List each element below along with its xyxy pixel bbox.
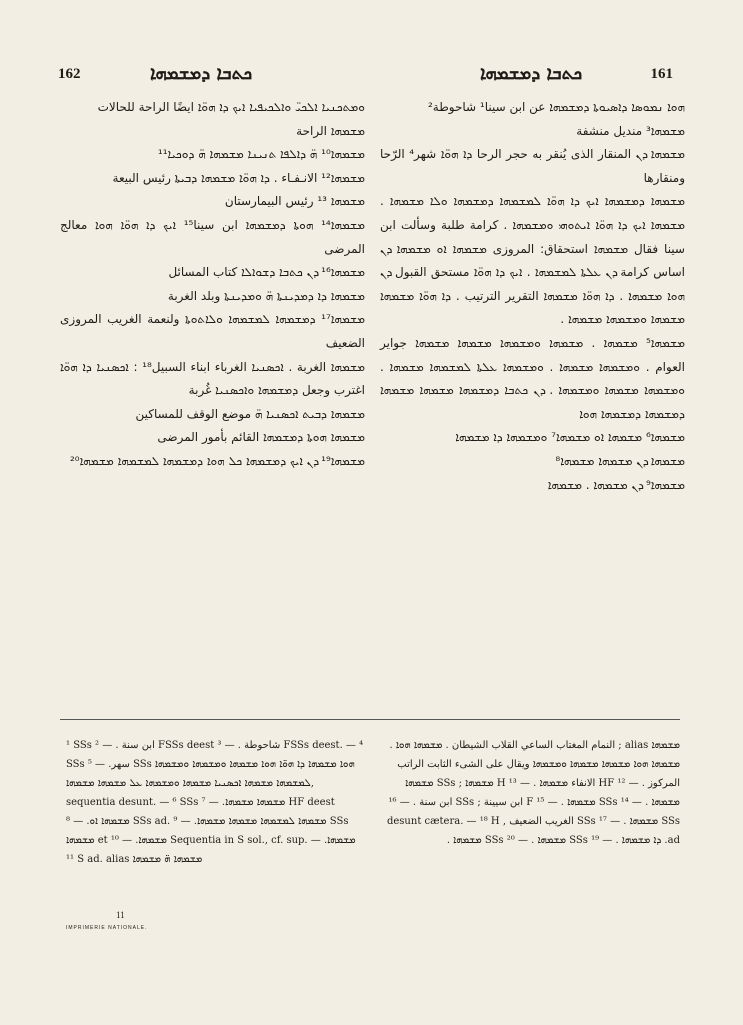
- running-head-left: ܟܬܒܐ ܕܡܫܡܗܐ: [150, 63, 253, 84]
- entry: ܡܫܡܗܐ ܕܡܫܡܗܐ ܐܝܟ ܕܐ ܗܘ̈ܐ ܠܡܫܡܗܐ ܕܡܫܡܗܐ ܘܠܐ ܡܫܡܗܐ . ܡܫܡܗܐ ܐܝܟ ܕܐ ܗܘ̈ܐ ܐܝܬܘܗܝ ܘܡܫܡܗܐ . كرامة طلبة وسألت ابن سينا فقال ܡܫܡܗܐ استحقاق: المروزى ܡܫܡܗܐ ܐܘ ܡܫܡܗܐ ܕܢ اساس كرامة ܕܢ ܥܠܬܐ ܠܡܫܡܗܐ . ܐܝܟ ܕܐ ܗܘ̈ܐ مستحق القبول ܕܢ ܗܘܐ ܡܫܡܗܐ . ܕܐ ܗܘ̈ܐ ܡܫܡܗܐ التقرير الترتيب . ܕܐ ܗܘ̈ܐ ܡܫܡܗܐ ܡܫܡܗܐ ܘܡܫܡܗܐ ܡܫܡܗܐ .: [380, 194, 685, 327]
- page-number-right: 161: [650, 66, 673, 82]
- entry: ܡܫܡܗܐ ܕܐ ܕܡܕܝܢܬܐ ܗ̈ ܘܡܕܝܢܬܐ وبلد الغربة: [167, 288, 365, 303]
- entry: ܡܫܡܗܐ¹⁴ ܗܘܬܐ ܕܡܫܡܗܐ ابن سينا¹⁵ ܐܝܟ ܕܐ ܗܘ̈ܐ ܗܘܐ معالج المرضى: [60, 217, 365, 256]
- entry: ܘܡܬܟܢܝܐ ܐܠܟܝ̈ ܘܐܠܟܝܦܝܐ ܐܝܟ ܕܐ ܗܘ̈ܐ ايضًا الراحة للحالات: [97, 100, 365, 114]
- left-text-column: [60, 96, 365, 474]
- entry: ܗܘܐ ܢܡܘܣܐ ܕܐܣܝܘܬܐ ܕܡܫܡܗܐ عن ابن سينا¹ شاحوطة²: [427, 100, 685, 114]
- page-number-left: 162: [58, 66, 81, 82]
- right-text-column: [380, 96, 685, 497]
- entry: ܡܫܡܗܐ³ منديل منشفة: [576, 123, 685, 138]
- entry: ܡܫܡܗܐ¹⁹ ܕܢ ܐܝܟ ܕܡܫܡܗܐ ܟܠ ܗܘܐ ܕܡܫܡܗܐ ܠܡܫܡܗܐ ܡܫܡܗܐ²⁰: [69, 453, 365, 468]
- entry: ܡܫܡܗܐ الراحة: [296, 123, 365, 138]
- entry: ܡܫܡܗܐ⁶ ܡܫܡܗܐ ܐܘ ܡܫܡܗܐ⁷ ܘܡܫܡܗܐ ܕܐ ܡܫܡܗܐ: [455, 430, 685, 445]
- entry: ܡܫܡܗܐ¹² الانـفـاء . ܕܐ ܗܘ̈ܐ ܡܫܡܗܐ ܕܒܝܬܐ رئيس البيعة: [112, 170, 365, 185]
- footnote-rule: [60, 719, 680, 720]
- entry: ܡܫܡܗܐ ܕܒܝܬ ܐܟܣܢܝܐ ܗ̈ موضع الوقف للمساكين: [135, 406, 365, 421]
- entry: ܡܫܡܗܐ ¹³ رئيس البيمارستان: [224, 194, 365, 209]
- entry: ܡܫܡܗܐ ܕܢ ܡܫܡܗܐ ܡܫܡܗܐ⁸: [555, 453, 685, 468]
- entry: ܡܫܡܗܐ¹⁶ ܕܢ ܟܬܒܐ ܕܫܘܐܠܐ كتاب المسائل: [168, 265, 365, 280]
- entry: ܡܫܡܗܐ⁵ ܡܫܡܗܐ . ܡܫܡܗܐ ܘܡܫܡܗܐ ܡܫܡܗܐ ܡܫܡܗܐ جواير العوام . ܘܡܫܡܗܐ ܡܫܡܗܐ . ܘܡܫܡܗܐ ܥܠܬܐ ܠܡܫܡܗܐ ܡܫܡܗܐ . ܘܡܫܡܗܐ ܡܫܡܗܐ ܘܡܫܡܗܐ . ܕܢ ܟܬܒܐ ܕܡܫܡܗܐ ܡܫܡܗܐ ܡܫܡܗܐ ܕܡܫܡܗܐ ܕܡܫܡܗܐ ܗܘܐ: [380, 335, 685, 421]
- footnotes-right: ܡܫܡܗܐ alias ; النمام المغتاب الساعي القلاب الشيطان . ܡܫܡܗܐ ܗܘܐ . ܡܫܡܗܐ ܗܘܐ ܡܫܡܗܐ ܡܫܡܗܐ ܘܡܫܡܗܐ ويقال على الشىء الثابت الراتب المركوز . — ¹² HF الانفاء ܡܫܡܗܐ . — ¹³ H ܡܫܡܗܐ ; SSs ܡܫܡܗܐ ܡܫܡܗܐ . — ¹⁴ SSs ܡܫܡܗܐ . — ¹⁵ F ابن سيينة ; SSs ابن سنة . — ¹⁶ SSs ܡܫܡܗܐ . — ¹⁷ SSs الغريب الضعيف , desunt cætera. — ¹⁸ H ad. ܕܐ ܡܫܡܗܐ . — ¹⁹ SSs ܡܫܡܗܐ . — ²⁰ SSs ܡܫܡܗܐ .: [386, 740, 680, 846]
- entry: ܡܫܡܗܐ¹⁰ ܗ̈ ܕܐܠܦܐ ܬܢܝܢܐ ܡܫܡܗܐ ܗ̈ ܕܘܟܝܐ¹¹: [157, 147, 365, 162]
- entry: ܡܫܡܗܐ الغربة . ܐܟܣܢܝܐ الغرباء ابناء السبيل¹⁸ : ܐܟܣܢܝܐ ܕܐ ܗܘ̈ܐ اغترب وجعل ܕܡܫܡܗܐ ܘܐܟܣܢܝܐ غُربة: [60, 359, 366, 398]
- signature-mark: 11: [116, 910, 125, 920]
- running-head-right: ܟܬܒܐ ܕܡܫܡܗܐ: [480, 63, 583, 84]
- entry: ܡܫܡܗܐ ܗܘܬܐ ܕܡܫܡܗܐ القائم بأمور المرضى: [157, 430, 365, 445]
- entry: ܡܫܡܗܐ ܕܢ المنقار الذى يُنقر به حجر الرحا ܕܐ ܗܘ̈ܐ شهر⁴ الرّحا ومنقارها: [380, 147, 686, 185]
- footnotes-left: ¹ SSs ابن سنة . — ² FSSs deest شاحوطة . — ³ FSSs deest. — ⁴ SSs سهر. — ⁵ SSs ܗܘܐ ܡܫܡܗܐ ܕܐ ܗܘ̈ܐ ܗܘܐ ܡܫܡܗܐ ܘܡܫܡܗܐ ܘܡܫܡܗܐ ܠܡܫܡܗܐ ܡܫܡܗܐ ܐܟܣܢܝܐ ܡܫܡܗܐ ܘܡܫܡܗܐ ܥܠ ܡܫܡܗܐ ܡܫܡܗܐ, sequentia desunt. — ⁶ SSs ܡܫܡܗܐ ܡܫܡܗܐ. — ⁷ HF deest ܡܫܡܗܐ ܐܘ. — ⁸ SSs ad. ܡܫܡܗܐ ܠܡܫܡܗܐ ܡܫܡܗܐ ܡܫܡܗܐ. — ⁹ SSs ܡܫܡܗܐ et ܡܫܡܗܐ. — ¹⁰ Sequentia in S sol., cf. sup. ܡܫܡܗܐ. — ¹¹ S ad. alias ܡܫܡܗܐ ܗ̈ ܡܫܡܗܐ: [66, 740, 364, 865]
- entry: ܡܫܡܗܐ⁹ ܕܢ ܡܫܡܗܐ . ܡܫܡܗܐ: [547, 477, 685, 492]
- entry: ܡܫܡܗܐ¹⁷ ܕܡܫܡܗܐ ܠܡܫܡܗܐ ܘܠܐܬܘܬܐ ولنعمة الغريب المروزى الضعيف: [60, 312, 365, 350]
- printer-imprint: IMPRIMERIE NATIONALE.: [66, 925, 148, 931]
